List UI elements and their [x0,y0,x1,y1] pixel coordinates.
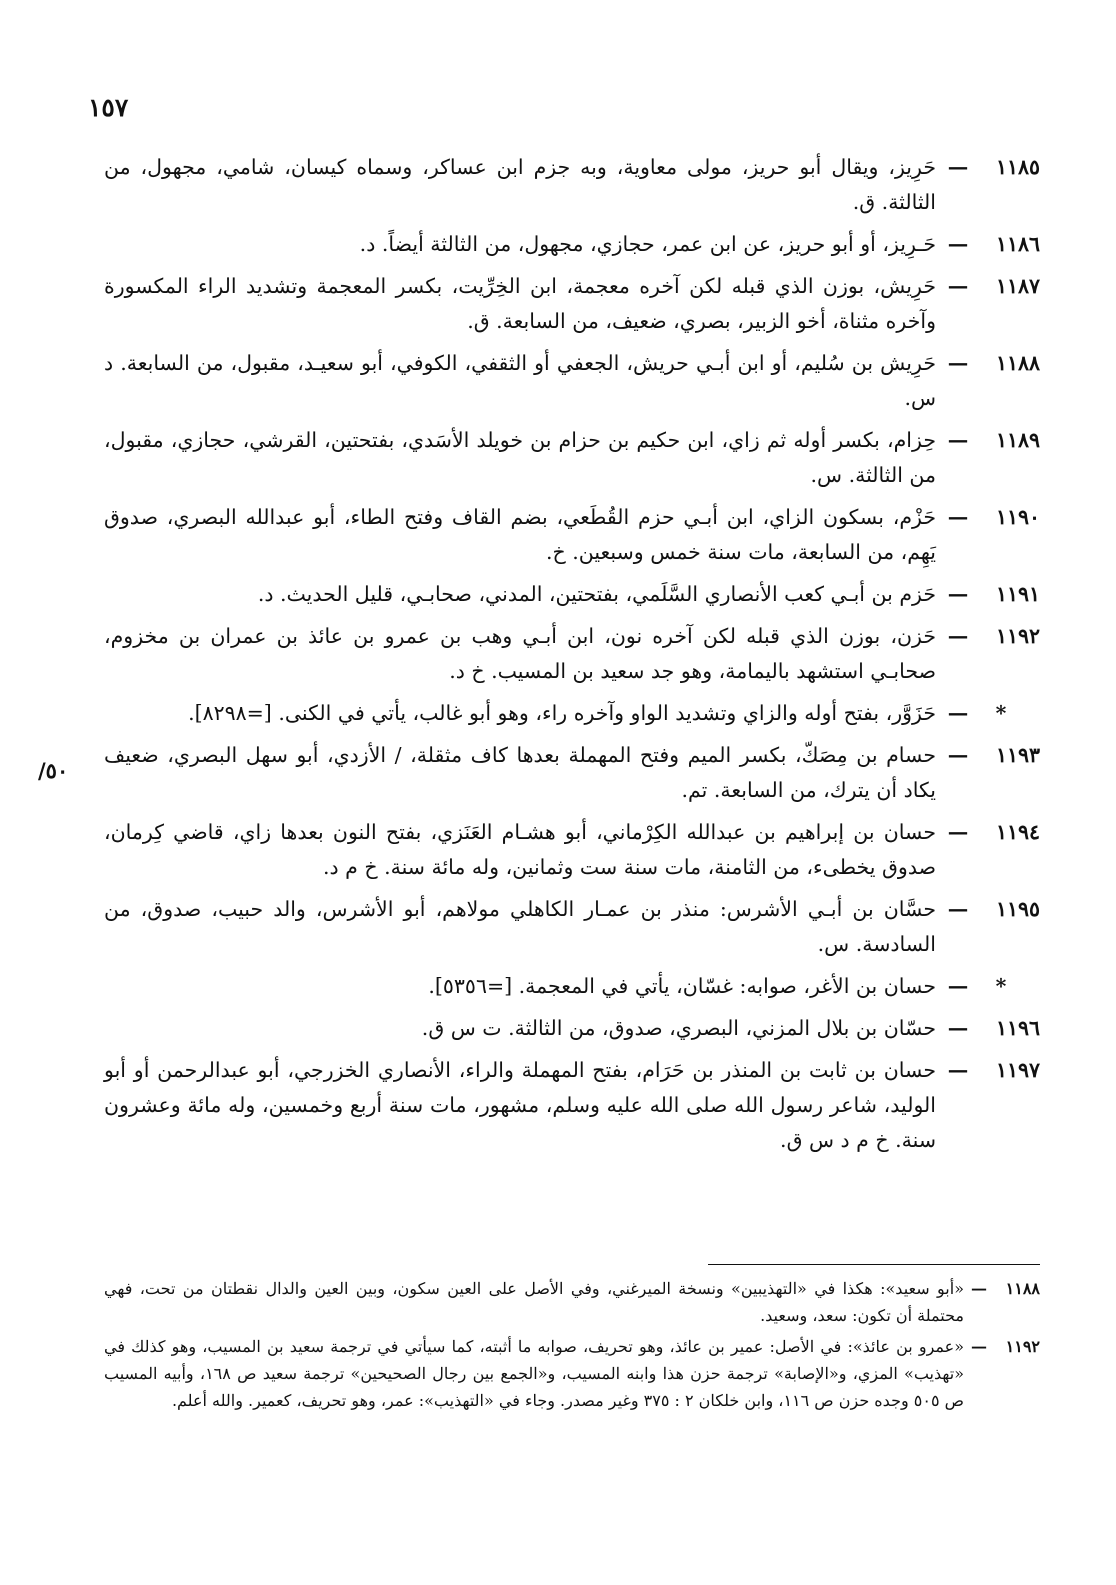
entry-number: ١١٨٦ [995,232,1040,256]
footnotes [104,1275,1040,1418]
entry-number: ١١٩١ [995,582,1040,606]
entry [104,738,1040,808]
entry-text: حَرِيش بن سُليم، أو ابن أبـي حريش، الجعفي أو الثقفي، الكوفي، أبو سعيـد، مقبول، من السابعة. د س. [104,351,936,410]
footnote-number: ١١٨٨ [1005,1279,1040,1298]
dash-separator: — [947,232,969,256]
dash-separator: — [947,820,969,844]
dash-separator: — [947,743,969,767]
entry [104,269,1040,339]
dash-separator: — [947,701,969,725]
entry-text: حَزن، بوزن الذي قبله لكن آخره نون، ابن أبـي وهب بن عمرو بن عائذ بن عمران بن مخزوم، صحابـي استشهد باليمامة، وهو جد سعيد بن المسيب. خ د. [104,624,936,683]
dash-separator: — [947,351,969,375]
entry-text: حسان بن ثابت بن المنذر بن حَرَام، بفتح المهملة والراء، الأنصاري الخزرجي، أبو عبدالرحمن أو أبو الوليد، شاعر رسول الله صلى الله عليه وسلم، مشهور، مات سنة أربع وخمسين، وله مائة وعشرون سنة. خ م د س ق. [104,1058,936,1152]
margin-page-marker: ٥٠/ [38,758,69,783]
entry-number: ١١٩٠ [995,505,1040,529]
footnote [104,1275,1040,1329]
entry-text: حَزَوَّر، بفتح أوله والزاي وتشديد الواو وآخره راء، وهو أبو غالب، يأتي في الكنى. [=٨٢٩٨]. [188,701,936,725]
entry-number: ١١٨٥ [995,155,1040,179]
entry [104,815,1040,885]
dash-separator: — [947,505,969,529]
dash-separator: — [971,1279,987,1298]
entry [104,227,1040,262]
entry-text: حسام بن مِصَكّ، بكسر الميم وفتح المهملة بعدها كاف مثقلة، / الأزدي، أبو سهل البصري، ضعيف يكاد أن يترك، من السابعة. تم. [104,743,936,802]
dash-separator: — [947,274,969,298]
entry-text: حَـرِيز، أو أبو حريز، عن ابن عمر، حجازي، مجهول، من الثالثة أيضاً. د. [359,232,936,256]
entry-number: ١١٩٣ [995,743,1040,767]
footnote-separator [708,1264,1040,1265]
dash-separator: — [971,1337,987,1356]
entry [104,1011,1040,1046]
entries-list [104,150,1040,1165]
entry-text: حسان بن إبراهيم بن عبدالله الكِرْماني، أبو هشـام العَنَزي، بفتح النون بعدها زاي، قاضي كِرمان، صدوق يخطىء، من الثامنة، مات سنة ست وثمانين، وله مائة سنة. خ م د. [104,820,936,879]
entry [104,892,1040,962]
entry-number: ١١٩٧ [995,1058,1040,1082]
entry-text: حسّان بن بلال المزني، البصري، صدوق، من الثالثة. ت س ق. [421,1016,936,1040]
entry-text: حَرِيز، ويقال أبو حريز، مولى معاوية، وبه جزم ابن عساكر، وسماه كيسان، شامي، مجهول، من الثالثة. ق. [104,155,936,214]
entry [104,423,1040,493]
entry [104,577,1040,612]
entry-number: * [995,974,1007,998]
entry [104,346,1040,416]
dash-separator: — [947,1016,969,1040]
entry-text: حَزم بن أبـي كعب الأنصاري السَّلَمي، بفتحتين، المدني، صحابـي، قليل الحديث. د. [257,582,936,606]
entry [104,696,1040,731]
entry-number: * [995,701,1007,725]
entry [104,969,1040,1004]
footnote-text: «أبو سعيد»: هكذا في «التهذيبين» ونسخة الميرغني، وفي الأصل على العين سكون، وبين العين والدال نقطتان من تحت، فهي محتملة أن تكون: سعد، وسعيد. [104,1279,964,1325]
entry-number: ١١٩٥ [995,897,1040,921]
footnote-number: ١١٩٢ [1005,1337,1040,1356]
entry-text: حَرِيش، بوزن الذي قبله لكن آخره معجمة، ابن الخِرِّيت، بكسر المعجمة وتشديد الراء المكسورة وآخره مثناة، أخو الزبير، بصري، ضعيف، من السابعة. ق. [104,274,936,333]
footnote [104,1333,1040,1414]
entry [104,150,1040,220]
entry-number: ١١٩٢ [995,624,1040,648]
entry-text: حِزام، بكسر أوله ثم زاي، ابن حكيم بن حزام بن خويلد الأسَدي، بفتحتين، القرشي، حجازي، مقبول، من الثالثة. س. [104,428,936,487]
entry-text: حَزْم، بسكون الزاي، ابن أبـي حزم القُطَعي، بضم القاف وفتح الطاء، أبو عبدالله البصري، صدوق يَهِم، من السابعة، مات سنة خمس وسبعين. خ. [104,505,936,564]
footnote-text: «عمرو بن عائذ»: في الأصل: عمير بن عائذ، وهو تحريف، صوابه ما أثبته، كما سيأتي في ترجمة سعيد بن المسيب، وهو كذلك في «تهذيب» المزي، و«الإصابة» ترجمة حزن هذا وابنه المسيب، و«الجمع بين رجال الصحيحين» ترجمة سعيد ص ١٦٨، وأبيه المسيب ص ٥٠٥ وجده حزن ص ١١٦، وابن خلكان ٢ : ٣٧٥ وغير مصدر. وجاء في «التهذيب»: عمر، وهو تحريف، كعمير. والله أعلم. [104,1337,965,1410]
dash-separator: — [947,1058,969,1082]
entry-number: ١١٨٧ [995,274,1040,298]
dash-separator: — [947,582,969,606]
entry-text: حسَّان بن أبـي الأشرس: منذر بن عمـار الكاهلي مولاهم، أبو الأشرس، والد حبيب، صدوق، من السادسة. س. [104,897,936,956]
dash-separator: — [947,428,969,452]
page-number: ١٥٧ [88,93,129,122]
entry-number: ١١٩٤ [995,820,1040,844]
dash-separator: — [947,897,969,921]
dash-separator: — [947,974,969,998]
entry [104,619,1040,689]
dash-separator: — [947,155,969,179]
entry-number: ١١٨٩ [995,428,1040,452]
entry [104,1053,1040,1158]
entry-number: ١١٩٦ [995,1016,1040,1040]
entry-number: ١١٨٨ [995,351,1040,375]
entry [104,500,1040,570]
dash-separator: — [947,624,969,648]
entry-text: حسان بن الأغر، صوابه: غسّان، يأتي في المعجمة. [=٥٣٥٦]. [428,974,936,998]
